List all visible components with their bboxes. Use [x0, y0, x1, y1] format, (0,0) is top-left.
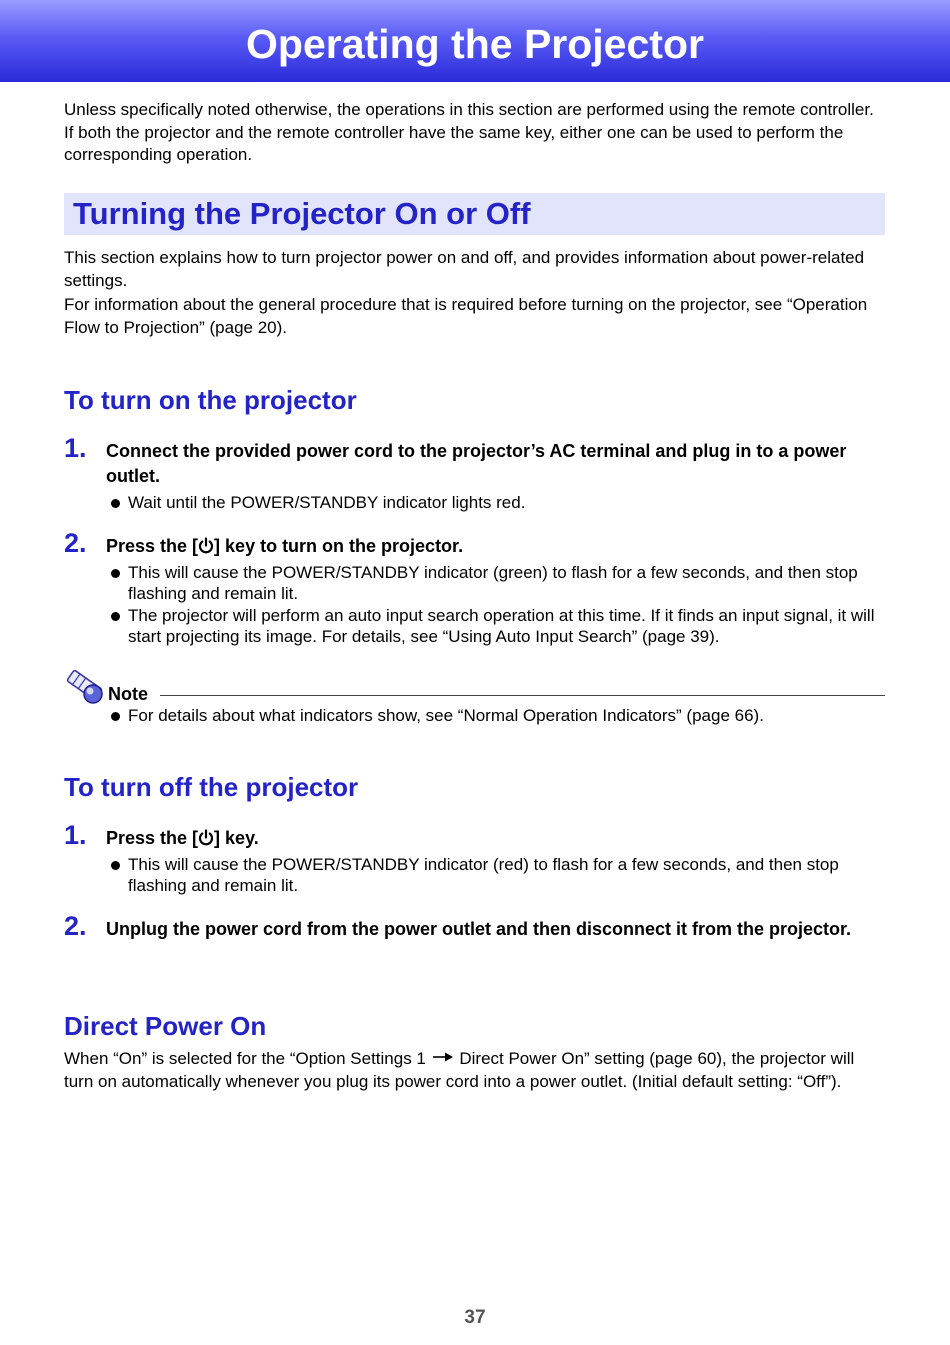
- note-icon: [64, 665, 106, 707]
- turn-on-step-2-bullet-1: [110, 563, 885, 604]
- note-divider: [160, 695, 885, 696]
- note-header: [64, 665, 885, 705]
- page-title: Operating the Projector: [246, 21, 704, 67]
- step-text: [106, 534, 885, 559]
- page-number: 37: [464, 1307, 486, 1328]
- arrow-right-icon: [431, 1051, 455, 1063]
- note-bullet-1: [110, 706, 885, 727]
- section-paragraph-1: This section explains how to turn projector power on and off, and provides information about power-related settings.: [64, 248, 865, 290]
- step-text: Unplug the power cord from the power outlet and then disconnect it from the projector.: [106, 919, 852, 939]
- bullet-text: This will cause the POWER/STANDBY indicator (red) to flash for a few seconds, and then stop flashing and remain lit.: [128, 855, 839, 895]
- intro-paragraph: Unless specifically noted otherwise, the operations in this section are performed using the remote controller. If both the projector and the remote controller have the same key, either one can be used to perform the corresponding operation.: [64, 100, 874, 164]
- step-number: 1.: [64, 433, 87, 463]
- bullet-text: The projector will perform an auto input search operation at this time. If it finds an input signal, it will start projecting its image. For details, see “Using Auto Input Search” (page 39).: [128, 606, 875, 646]
- step-text-part: Press the [: [106, 828, 199, 848]
- section-header: [64, 193, 885, 235]
- turn-off-step-1-bullet-1: [110, 855, 885, 896]
- bullet-text: For details about what indicators show, see “Normal Operation Indicators” (page 66).: [128, 706, 764, 725]
- section-title: Turning the Projector On or Off: [73, 196, 531, 231]
- section-paragraph-2: For information about the general procedure that is required before turning on the projector, see “Operation Flow to Projection” (page 20).: [64, 295, 868, 337]
- subheading-turn-on: To turn on the projector: [64, 385, 357, 415]
- step-number: 1.: [64, 820, 87, 850]
- power-icon: [198, 537, 214, 555]
- bullet-dot: [111, 712, 120, 721]
- bullet-dot: [111, 499, 120, 508]
- title-banner: [0, 0, 950, 82]
- direct-power-paragraph: [64, 1048, 885, 1093]
- step-text-part: ] key.: [214, 828, 259, 848]
- step-text: [106, 826, 885, 851]
- subheading-direct-power-on: Direct Power On: [64, 1011, 267, 1041]
- bullet-dot: [111, 612, 120, 621]
- power-icon: [198, 829, 214, 847]
- turn-on-step-2-bullet-2: [110, 606, 885, 647]
- note-label: Note: [108, 684, 148, 704]
- bullet-dot: [111, 569, 120, 578]
- step-text: Connect the provided power cord to the projector’s AC terminal and plug in to a power outlet.: [106, 441, 847, 486]
- step-text-part: ] key to turn on the projector.: [214, 536, 464, 556]
- subheading-turn-off: To turn off the projector: [64, 772, 359, 802]
- bullet-text: Wait until the POWER/STANDBY indicator lights red.: [128, 493, 526, 512]
- paragraph-part: When “On” is selected for the “Option Settings 1: [64, 1049, 431, 1068]
- bullet-text: This will cause the POWER/STANDBY indicator (green) to flash for a few seconds, and then stop flashing and remain lit.: [128, 563, 858, 603]
- step-number: 2.: [64, 911, 87, 941]
- turn-on-step-1-bullet-1: [110, 493, 885, 514]
- paragraph-part: Direct Power On” setting (page 60), the projector will turn on automatically whenever you plug its power cord into a power outlet. (Initial default setting: “Off”).: [64, 1049, 855, 1091]
- bullet-dot: [111, 861, 120, 870]
- step-number: 2.: [64, 528, 87, 558]
- step-text-part: Press the [: [106, 536, 199, 556]
